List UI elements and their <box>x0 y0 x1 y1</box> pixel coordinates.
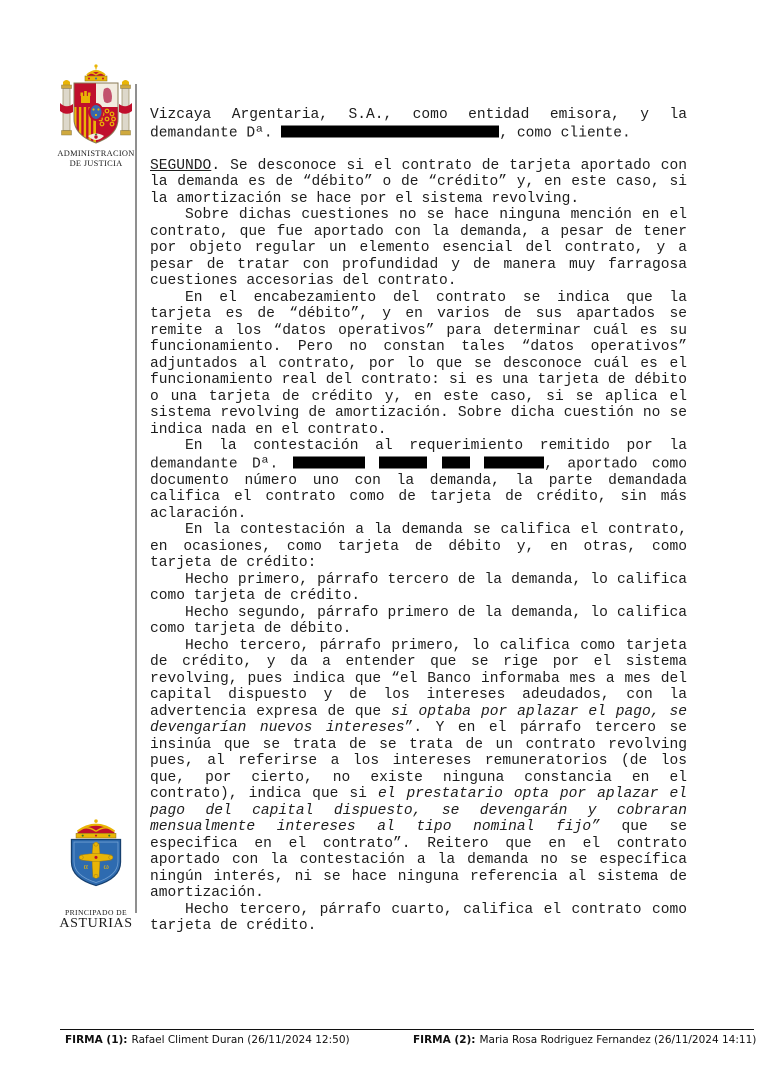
text-segment: Sobre dichas cuestiones no se hace ninguna mención en el contrato, que fue aportado con la demanda, a pesar de tener por objeto regular un elemento esencial del contrato, y a pesar de tratar con profundidad y de manera muy farragosa cuestiones accesorias del contrato. <box>150 207 687 289</box>
text-segment <box>427 456 441 472</box>
signature-1-label: FIRMA (1): <box>65 1034 128 1046</box>
paragraph <box>150 207 687 290</box>
text-segment: Hecho segundo, párrafo primero de la demanda, lo califica como tarjeta de débito. <box>150 604 687 637</box>
redaction-bar <box>281 125 499 138</box>
text-segment: ”. Y en el párrafo tercero se insinúa que se trata de se trata de un contrato revolving pues, al referirse a los intereses remuneratorios (de los que, por cierto, no existe ninguna constancia en el contrato), indica que si <box>150 720 687 802</box>
text-segment <box>365 456 379 472</box>
text-segment: el prestatario opta por aplazar el pago del capital dispuesto, se devengarán y cobraran mensualmente intereses al tipo nominal fijo” <box>150 786 687 835</box>
paragraph <box>150 605 687 638</box>
asturias-seal-caption-line2: ASTURIAS <box>59 916 133 931</box>
paragraph <box>150 107 687 142</box>
svg-text:α: α <box>83 862 88 872</box>
svg-text:ω: ω <box>103 862 109 872</box>
text-segment: Vizcaya Argentaria, S.A., como entidad emisora, y la demandante Dª. <box>150 107 687 141</box>
paragraph <box>150 902 687 935</box>
text-segment: En la contestación a la demanda se califica el contrato, en ocasiones, como tarjeta de débito y, en otras, como tarjeta de crédito: <box>150 522 687 571</box>
asturias-seal-caption-line1: PRINCIPADO DE <box>64 908 128 917</box>
text-segment: , aportado como documento número uno con la demanda, la parte demandada califica el contrato como de tarjeta de crédito, sin más aclaración. <box>150 456 687 522</box>
spain-coat-of-arms-icon <box>57 63 135 149</box>
redaction-bar <box>379 456 427 469</box>
text-segment: Hecho primero, párrafo tercero de la demanda, lo califica como tarjeta de crédito. <box>150 571 687 604</box>
redaction-bar <box>484 456 544 469</box>
text-segment: En la contestación al requerimiento remitido por la demandante Dª. <box>150 438 687 472</box>
paragraph <box>150 290 687 439</box>
text-segment: si optaba por aplazar el pago, se devengarían nuevos intereses <box>150 703 687 736</box>
document-body <box>150 107 687 935</box>
asturias-seal <box>54 816 138 931</box>
signature-1-value: Rafael Climent Duran (26/11/2024 12:50) <box>131 1034 350 1046</box>
text-segment: que se especifica en el contrato”. Reitero que en el contrato aportado con la contestación a la demanda no se específica ningún interés, ni se hace ninguna referencia al sistema de amortización. <box>150 819 687 901</box>
signature-2-value: Maria Rosa Rodriguez Fernandez (26/11/2024 14:11) <box>479 1034 757 1046</box>
text-segment: . Se desconoce si el contrato de tarjeta aportado con la demanda es de “débito” o de “crédito” y, en este caso, si la amortización se hace por el sistema revolving. <box>150 157 687 207</box>
text-segment: Hecho tercero, párrafo primero, lo califica como tarjeta de crédito, y da a entender que se rige por el sistema revolving, pues indica que “el Banco informaba mes a mes del capital dispuesto y de los intereses adeudados, con la advertencia expresa de que <box>150 637 687 720</box>
signature-1 <box>65 1034 350 1046</box>
footer-divider-line <box>60 1029 754 1030</box>
redaction-bar <box>442 456 470 469</box>
paragraph <box>150 638 687 902</box>
paragraph <box>150 158 687 208</box>
justice-seal-caption-line1: ADMINISTRACION <box>57 149 135 158</box>
paragraph <box>150 522 687 572</box>
text-segment: , como cliente. <box>499 125 631 141</box>
text-segment: Hecho tercero, párrafo cuarto, califica el contrato como tarjeta de crédito. <box>150 901 687 934</box>
signature-2 <box>413 1034 756 1046</box>
text-segment <box>470 456 484 472</box>
redaction-bar <box>293 456 365 469</box>
justice-seal-caption-line2: DE JUSTICIA <box>69 159 123 168</box>
paragraph <box>150 572 687 605</box>
justice-seal <box>49 63 143 169</box>
signature-2-label: FIRMA (2): <box>413 1034 476 1046</box>
text-segment: SEGUNDO <box>150 157 212 174</box>
text-segment: En el encabezamiento del contrato se indica que la tarjeta es de “débito”, y en varios de sus apartados se remite a los “datos operativos” para determinar cuál es su funcionamiento. Pero no constan tales “datos operativos” adjuntados al contrato, por lo que se desconoce cuál es el funcionamiento real del contrato: si es una tarjeta de débito o una tarjeta de crédito y, en este caso, si se aplica el sistema revolving de amortización. Sobre dicha cuestión no se indica nada en el contrato. <box>150 289 687 438</box>
margin-divider-line <box>135 84 137 913</box>
paragraph <box>150 438 687 522</box>
asturias-coat-of-arms-icon <box>65 816 127 906</box>
